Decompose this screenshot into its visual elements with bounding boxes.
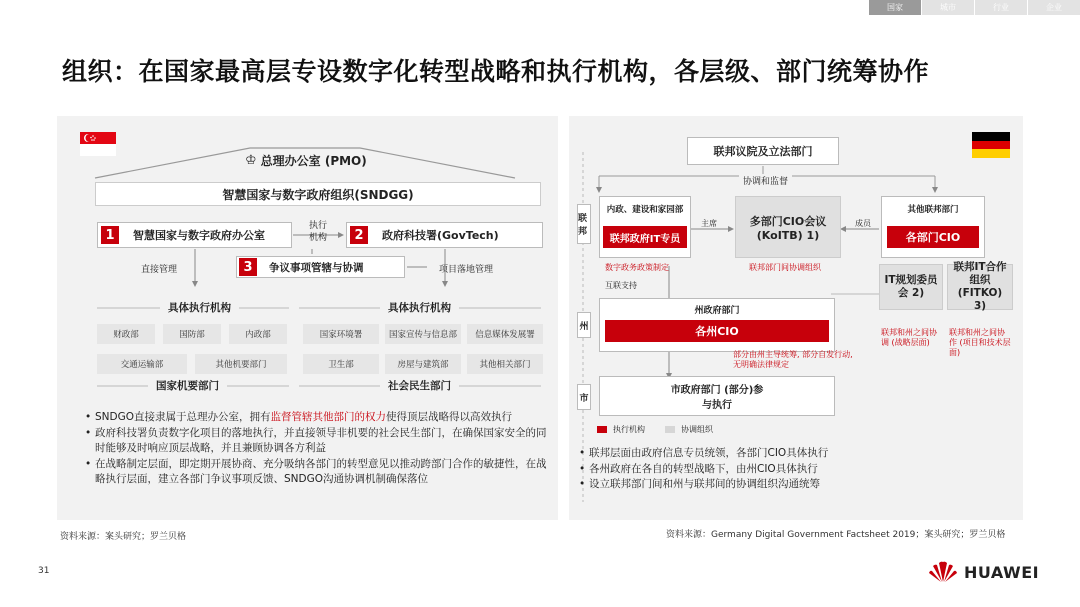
pmo-label: 总理办公室 (PMO) [260, 154, 367, 168]
red-note-planning: 联邦和州之间协调 (战略层面) [881, 328, 937, 347]
group-b-item: 卫生部 [303, 354, 379, 374]
node-1-label: 智慧国家与数字政府办公室 [133, 229, 265, 242]
group-b-item: 国家环境署 [303, 324, 379, 344]
right-bullet-2: • 各州政府在各自的转型战略下，由州CIO具体执行 [579, 462, 1009, 478]
group-a-item: 国防部 [163, 324, 221, 344]
interconnect-label: 互联支持 [605, 281, 637, 290]
left-bullet-3: • 在战略制定层面，即定期开展协商、充分吸纳各部门的转型意见以推动跨部门合作的敏捷性，在战略执行层面，建立各部门争议事项反馈、SNDGO沟通协调机制确保落位 [85, 457, 547, 488]
legend-coord-label: 协调组织 [681, 425, 713, 434]
right-bullet-3: • 设立联邦部门间和州与联邦间的协调组织沟通统筹 [579, 477, 1009, 493]
group-a-footer: 国家机要部门 [148, 378, 227, 393]
singapore-panel [57, 116, 558, 520]
group-a-item: 内政部 [229, 324, 287, 344]
direct-mgmt-label: 直接管理 [141, 265, 178, 275]
node-3-number: 3 [239, 258, 257, 276]
exec-label-line2: 机构 [309, 233, 328, 243]
node-2-label: 政府科技署(GovTech) [382, 229, 499, 242]
interior-ministry-label: 内政、建设和家园部 [606, 205, 684, 215]
huawei-flower-icon [928, 560, 958, 584]
red-note-fitko: 联邦和州之间协作 (项目和技术层面) [949, 328, 1011, 357]
node-3-label: 争议事项管辖与协调 [269, 261, 364, 274]
group-b-item: 房屋与建筑部 [385, 354, 461, 374]
side-state: 州 [577, 312, 591, 338]
legend-exec-swatch [597, 426, 607, 433]
left-source: 资料来源：案头研究；罗兰贝格 [60, 532, 187, 542]
group-b-item: 其他相关部门 [467, 354, 543, 374]
tab-enterprise[interactable]: 企业 [1027, 0, 1080, 15]
side-city: 市 [577, 384, 591, 410]
group-a-item: 其他机要部门 [195, 354, 287, 374]
exec-label [309, 220, 327, 244]
coord-supervise-label: 协调和监督 [739, 174, 792, 187]
other-federal-label: 其他联邦部门 [907, 205, 959, 215]
group-a-title: 具体执行机构 [160, 300, 239, 315]
left-bullet-1-a: SNDGO直接隶属于总理办公室，拥有 [95, 411, 271, 423]
node-1-number: 1 [101, 226, 119, 244]
cio-council-box: 多部门CIO会议 (KoITB) 1) [735, 196, 841, 258]
legend-exec-label: 执行机构 [613, 425, 645, 434]
node-2-number: 2 [350, 226, 368, 244]
red-note-coord: 联邦部门间协调组织 [749, 263, 821, 272]
project-landing-label: 项目落地管理 [439, 265, 494, 275]
city-gov-box: 市政府部门 (部分)参与执行 [599, 376, 835, 416]
right-bullets [579, 446, 1009, 493]
legend-coord-swatch [665, 426, 675, 433]
fitko-box: 联邦IT合作组织(FITKO) 3) [947, 264, 1013, 310]
left-bullet-1-b: 使得顶层战略得以高效执行 [386, 411, 513, 423]
dept-cio: 各部门CIO [887, 226, 979, 248]
red-note-policy: 数字政务政策制定 [605, 263, 669, 272]
state-cio: 各州CIO [605, 320, 829, 342]
left-bullet-1 [85, 410, 547, 426]
left-bullets [85, 410, 547, 488]
germany-panel [569, 116, 1023, 520]
tab-city[interactable]: 城市 [921, 0, 974, 15]
red-note-state: 部分由州主导统筹, 部分自发行动, 无明确法律规定 [733, 350, 853, 369]
page-number: 31 [38, 566, 50, 576]
left-bullet-1-red: 监督管辖其他部门的权力 [270, 411, 387, 423]
group-b-item: 国家宣传与信息部 [385, 324, 461, 344]
it-planning-box: IT规划委员会 2) [879, 264, 943, 310]
group-b-title: 具体执行机构 [380, 300, 459, 315]
lion-icon: ♔ [245, 153, 257, 168]
huawei-logo [928, 560, 1039, 584]
legend [597, 424, 713, 435]
page-title: 组织：在国家最高层专设数字化转型战略和执行机构，各层级、部门统筹协作 [62, 57, 930, 86]
group-b-footer: 社会民生部门 [380, 378, 459, 393]
left-bullet-2: • 政府科技署负责数字化项目的落地执行，并直接领导非机要的社会民生部门，在确保国家安全的同时能够及时响应顶层战略，并且兼顾协调各方利益 [85, 426, 547, 457]
sndgg-box: 智慧国家与数字政府组织(SNDGG) [95, 182, 541, 206]
nav-tabs [868, 0, 1080, 15]
exec-label-line1: 执行 [309, 221, 328, 231]
state-gov-label: 州政府部门 [694, 306, 740, 316]
group-a-item: 财政部 [97, 324, 155, 344]
group-b-item: 信息媒体发展署 [467, 324, 543, 344]
brand-name: HUAWEI [964, 562, 1040, 582]
federal-it-officer: 联邦政府IT专员 [603, 226, 687, 248]
member-label: 成员 [855, 219, 871, 228]
right-bullet-1: • 联邦层面由政府信息专员统领，各部门CIO具体执行 [579, 446, 1009, 462]
tab-country[interactable]: 国家 [868, 0, 921, 15]
chair-label: 主席 [701, 219, 717, 228]
parliament-box: 联邦议院及立法部门 [687, 137, 839, 165]
side-federal: 联邦 [577, 204, 591, 244]
group-a-item: 交通运输部 [97, 354, 187, 374]
tab-industry[interactable]: 行业 [974, 0, 1027, 15]
right-source: 资料来源：Germany Digital Government Factsheet 2019；案头研究；罗兰贝格 [666, 530, 1006, 540]
